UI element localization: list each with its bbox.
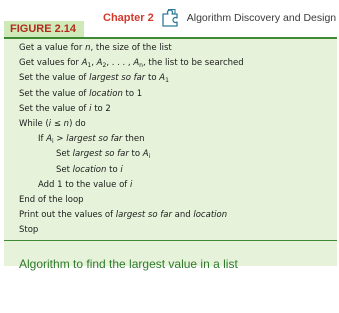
figure-label: FIGURE 2.14 [4, 21, 84, 37]
caption-divider [4, 240, 337, 241]
algorithm-step: Print out the values of largest so far and location [19, 210, 228, 221]
algorithm-step: If $A_i$ > largest so far then [38, 134, 145, 146]
chapter-title: Algorithm Discovery and Design [186, 12, 337, 24]
algorithm-step: Add 1 to the value of i [38, 179, 133, 190]
algorithm-step: Set largest so far to $A_i$ [56, 149, 151, 161]
figure-caption: Algorithm to find the largest value in a list [19, 257, 238, 271]
algorithm-step: End of the loop [19, 195, 84, 205]
chapter-header [103, 8, 336, 28]
algorithm-panel [4, 39, 337, 266]
algorithm-step: Get a value for n, the size of the list [19, 43, 172, 53]
puzzle-piece-icon [160, 7, 182, 29]
algorithm-step: While (i ≤ n) do [19, 119, 86, 129]
algorithm-step: Stop [19, 225, 39, 236]
algorithm-step: Set the value of i to 2 [19, 103, 111, 114]
algorithm-step: Set the value of largest so far to $A_1$ [19, 73, 169, 85]
algorithm-step: Set location to i [56, 164, 123, 175]
chapter-label: Chapter 2 [103, 12, 154, 24]
algorithm-step: Get values for $A_1$, $A_2$, . . . , $A_n$, the list to be searched [19, 58, 244, 70]
algorithm-step: Set the value of location to 1 [19, 88, 143, 99]
